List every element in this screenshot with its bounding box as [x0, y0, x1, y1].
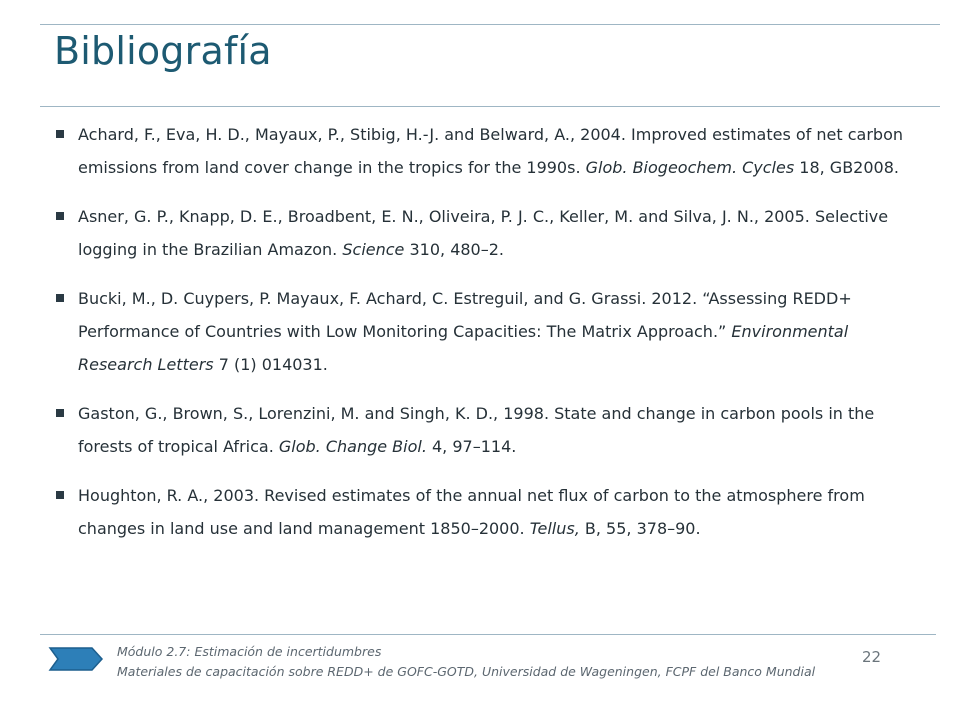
footer-divider	[40, 634, 936, 635]
square-bullet-icon	[56, 294, 64, 302]
footer-module: Módulo 2.7: Estimación de incertidumbres	[117, 644, 382, 659]
reference-journal: Science	[342, 240, 405, 259]
reference-text: 4, 97–114.	[426, 437, 517, 456]
reference-journal: Glob. Change Biol.	[278, 437, 427, 456]
reference-item	[56, 200, 916, 266]
reference-text: B, 55, 378–90.	[579, 519, 701, 538]
reference-text: Achard, F., Eva, H. D., Mayaux, P., Stibig, H.-J. and Belward, A., 2004. Improved estimates of net carbon emissions from land cover change in the tropics for the 1990s.	[78, 125, 904, 177]
reference-text: Bucki, M., D. Cuypers, P. Mayaux, F. Achard, C. Estreguil, and G. Grassi. 2012. “Assessing REDD+ Performance of Countries with Low Monitoring Capacities: The Matrix Approach.”	[78, 289, 852, 341]
page-number: 22	[862, 648, 882, 666]
square-bullet-icon	[56, 212, 64, 220]
page-title: Bibliografía	[54, 29, 272, 73]
reference-text: 7 (1) 014031.	[213, 355, 328, 374]
reference-journal: Environmental Research Letters	[78, 322, 849, 374]
square-bullet-icon	[56, 491, 64, 499]
title-divider	[40, 106, 940, 107]
reference-text: 18, GB2008.	[794, 158, 899, 177]
reference-text: Asner, G. P., Knapp, D. E., Broadbent, E. N., Oliveira, P. J. C., Keller, M. and Silva, J. N., 2005. Selective logging in the Brazilian Amazon.	[78, 207, 889, 259]
square-bullet-icon	[56, 130, 64, 138]
reference-text: 310, 480–2.	[404, 240, 504, 259]
reference-text: Houghton, R. A., 2003. Revised estimates of the annual net flux of carbon to the atmosphere from changes in land use and land management 1850–2000.	[78, 486, 865, 538]
top-divider	[40, 24, 940, 25]
reference-journal: Tellus,	[529, 519, 580, 538]
reference-item	[56, 479, 916, 545]
reference-item	[56, 282, 916, 381]
reference-item	[56, 118, 916, 184]
footer-credits: Materiales de capacitación sobre REDD+ de GOFC-GOTD, Universidad de Wageningen, FCPF del Banco Mundial	[117, 664, 816, 679]
reference-item	[56, 397, 916, 463]
reference-list	[56, 118, 916, 561]
reference-journal: Glob. Biogeochem. Cycles	[585, 158, 795, 177]
reference-text: Gaston, G., Brown, S., Lorenzini, M. and Singh, K. D., 1998. State and change in carbon pools in the forests of tropical Africa.	[78, 404, 875, 456]
square-bullet-icon	[56, 409, 64, 417]
chevron-arrow-icon	[48, 646, 104, 672]
